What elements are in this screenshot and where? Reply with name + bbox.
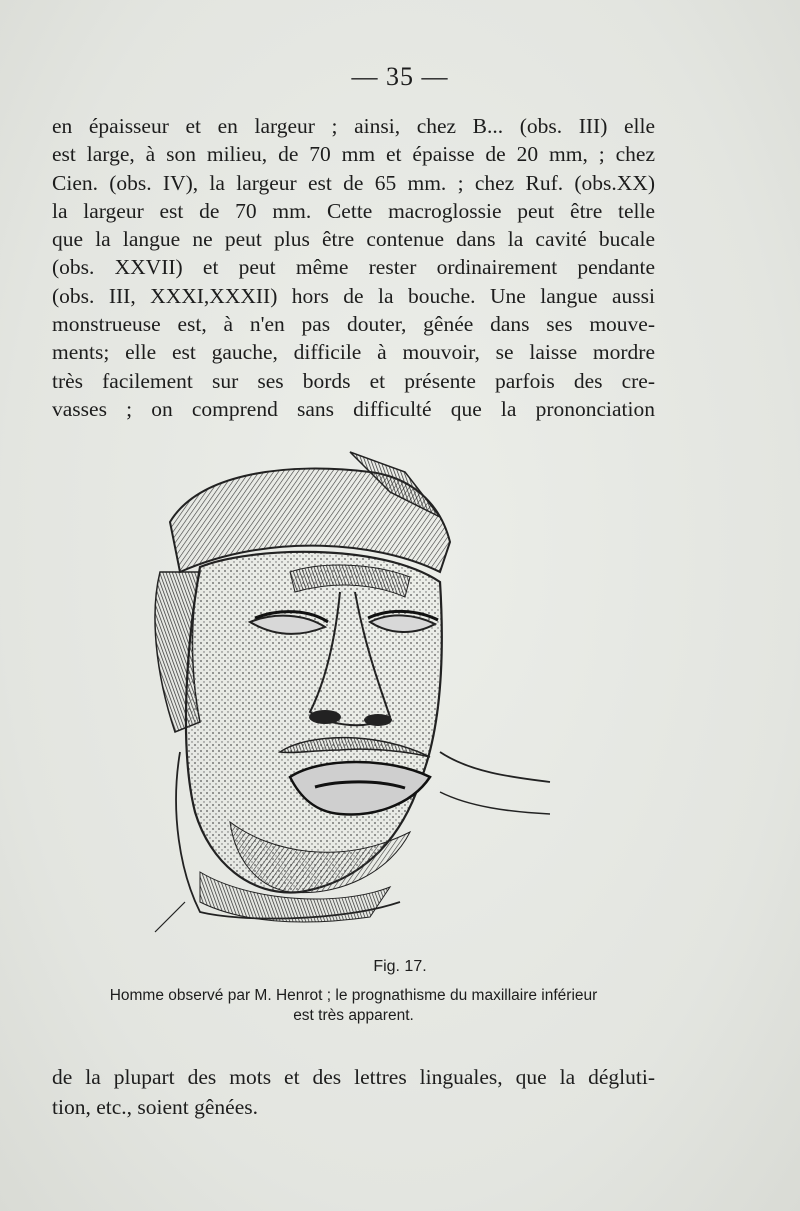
text-line: tion, etc., soient gênées. <box>52 1095 258 1119</box>
text-line: (obs. XXVII) et peut même rester ordinairement pendante <box>52 255 655 280</box>
continuation-paragraph <box>52 1062 655 1122</box>
caption-line: Homme observé par M. Henrot ; le prognathisme du maxillaire inférieur <box>109 987 598 1004</box>
text-line: très facilement sur ses bords et présente parfois des cre- <box>52 368 655 393</box>
text-line: que la langue ne peut plus être contenue dans la cavité bucale <box>52 227 655 252</box>
figure-label: Fig. 17. <box>373 958 427 975</box>
text-line: est large, à son milieu, de 70 mm et épaisse de 20 mm, ; chez <box>52 142 655 167</box>
text-line: de la plupart des mots et des lettres linguales, que la dégluti- <box>52 1065 655 1089</box>
text-line: vasses ; on comprend sans difficulté que la prononciation <box>52 396 655 421</box>
page-number: — 35 — <box>351 62 449 91</box>
text-line: monstrueuse est, à n'en pas douter, gênée dans ses mouve- <box>52 312 655 337</box>
body-paragraph <box>52 112 655 423</box>
caption-line: est très apparent. <box>293 1007 414 1024</box>
text-line: (obs. III, XXXI,XXXII) hors de la bouche. Une langue aussi <box>52 283 655 308</box>
portrait-illustration <box>140 432 560 952</box>
text-line: en épaisseur et en largeur ; ainsi, chez B... (obs. III) elle <box>52 114 655 138</box>
text-line: Cien. (obs. IV), la largeur est de 65 mm. ; chez Ruf. (obs.XX) <box>52 170 655 195</box>
text-line: la largeur est de 70 mm. Cette macroglossie peut être telle <box>52 198 655 223</box>
text-line: ments; elle est gauche, difficile à mouvoir, se laisse mordre <box>52 340 655 365</box>
figure-caption <box>52 986 655 1026</box>
